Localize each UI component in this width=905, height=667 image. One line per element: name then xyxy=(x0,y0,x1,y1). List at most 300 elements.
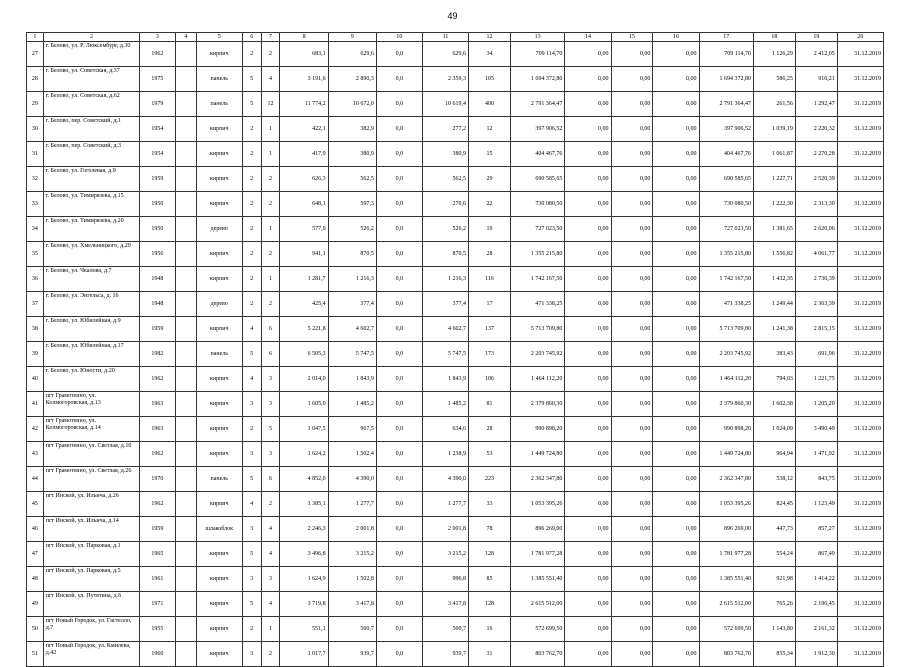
table-cell: 28 xyxy=(27,67,44,92)
table-cell: 857,27 xyxy=(795,517,837,542)
table-cell: 1950 xyxy=(140,217,176,242)
table-cell: 0,00 xyxy=(611,67,653,92)
table-cell: 2 203 745,92 xyxy=(699,342,753,367)
table-cell: 41 xyxy=(27,392,44,417)
table-cell: 2 196,45 xyxy=(795,592,837,617)
table-cell: 31.12.2019 xyxy=(837,242,883,267)
table-cell: 990 898,20 xyxy=(510,417,564,442)
table-cell: 1 381,65 xyxy=(753,217,795,242)
table-cell: 4 061,77 xyxy=(795,242,837,267)
table-cell: 0,0 xyxy=(376,67,422,92)
table-cell: 1 449 724,80 xyxy=(699,442,753,467)
empty-cell xyxy=(175,167,196,192)
table-cell: 1 355 215,80 xyxy=(699,242,753,267)
table-cell: 0,00 xyxy=(611,92,653,117)
table-cell: 2 270,28 xyxy=(795,142,837,167)
table-cell: 39 xyxy=(27,342,44,367)
table-cell: 1 385 551,40 xyxy=(510,567,564,592)
table-cell: 4 390,0 xyxy=(328,467,376,492)
table-cell: 447,73 xyxy=(753,517,795,542)
table-cell: 939,7 xyxy=(328,642,376,667)
table-cell: 3 xyxy=(242,642,261,667)
table-cell: 422,1 xyxy=(280,117,328,142)
table-cell: 31.12.2019 xyxy=(837,517,883,542)
table-cell: 0,0 xyxy=(376,92,422,117)
table-cell: 0,0 xyxy=(376,542,422,567)
table-cell: дерево xyxy=(196,217,242,242)
table-cell: 0,00 xyxy=(565,517,611,542)
table-row xyxy=(27,642,884,667)
table-cell: 1 039,19 xyxy=(753,117,795,142)
table-cell: 0,00 xyxy=(611,217,653,242)
table-cell: 1 221,75 xyxy=(795,367,837,392)
table-row xyxy=(27,242,884,267)
table-row xyxy=(27,192,884,217)
table-cell: 1 123,49 xyxy=(795,492,837,517)
table-row xyxy=(27,217,884,242)
table-cell: 2 xyxy=(242,417,261,442)
table-cell: 1959 xyxy=(140,317,176,342)
table-cell: 867,49 xyxy=(795,542,837,567)
table-cell: 0,0 xyxy=(376,217,422,242)
table-cell: 31.12.2019 xyxy=(837,142,883,167)
table-cell: 4 602,7 xyxy=(422,317,468,342)
column-number-cell: 4 xyxy=(175,33,196,42)
table-cell: 1 222,30 xyxy=(753,192,795,217)
table-cell: 2 xyxy=(242,192,261,217)
table-cell: 1 385 551,40 xyxy=(699,567,753,592)
table-cell: 1959 xyxy=(140,517,176,542)
table-cell: 0,00 xyxy=(565,192,611,217)
table-row xyxy=(27,392,884,417)
empty-cell xyxy=(175,442,196,467)
table-cell: 1 464 112,20 xyxy=(510,367,564,392)
table-cell: 1961 xyxy=(140,567,176,592)
table-cell: 2 246,3 xyxy=(280,517,328,542)
table-cell: 5 747,5 xyxy=(422,342,468,367)
address-cell: г. Белово, ул. Тимирязева, д.20 xyxy=(43,217,139,242)
column-number-cell: 18 xyxy=(753,33,795,42)
table-cell: 2 379 860,30 xyxy=(699,392,753,417)
table-cell: 1 053 395,26 xyxy=(699,492,753,517)
table-cell: 1 449 724,80 xyxy=(510,442,564,467)
table-cell: 3 417,8 xyxy=(328,592,376,617)
table-cell: 31.12.2019 xyxy=(837,467,883,492)
table-cell: 794,03 xyxy=(753,367,795,392)
table-cell: 2 313,30 xyxy=(795,192,837,217)
table-cell: 803 762,70 xyxy=(699,642,753,667)
column-number-cell: 10 xyxy=(376,33,422,42)
table-cell: 2 xyxy=(242,242,261,267)
table-cell: 31.12.2019 xyxy=(837,417,883,442)
table-cell: 0,00 xyxy=(565,142,611,167)
table-cell: 4 xyxy=(261,517,280,542)
table-cell: 0,00 xyxy=(565,592,611,617)
table-cell: 4 xyxy=(242,492,261,517)
address-cell: г. Белово, ул. Юбилейная, д.9 xyxy=(43,317,139,342)
address-cell: г. Белово, ул. Чкалова, д.7 xyxy=(43,267,139,292)
address-cell: пгт Инской, ул. Путятина, д.6 xyxy=(43,592,139,617)
table-cell: 28 xyxy=(469,417,511,442)
table-cell: 0,00 xyxy=(611,467,653,492)
table-cell: 47 xyxy=(27,542,44,567)
address-cell: г. Белово, ул. Тимирязева, д.15 xyxy=(43,192,139,217)
table-cell: 31 xyxy=(469,642,511,667)
table-cell: 730 080,50 xyxy=(699,192,753,217)
table-cell: 896 269,00 xyxy=(510,517,564,542)
table-cell: 471 338,25 xyxy=(699,292,753,317)
table-cell: 0,00 xyxy=(653,642,699,667)
table-cell: 32 xyxy=(27,167,44,192)
address-cell: пгт Инской, ул. Парковая, д.1 xyxy=(43,542,139,567)
table-cell: 27 xyxy=(27,42,44,67)
table-cell: 0,00 xyxy=(611,617,653,642)
table-cell: 1 485,2 xyxy=(328,392,376,417)
table-cell: 1 xyxy=(261,142,280,167)
table-row xyxy=(27,592,884,617)
address-cell: г. Белово, ул. Хмельницкого, д.29 xyxy=(43,242,139,267)
table-cell: 31.12.2019 xyxy=(837,167,883,192)
table-cell: 0,0 xyxy=(376,617,422,642)
table-cell: 1 602,38 xyxy=(753,392,795,417)
table-cell: 48 xyxy=(27,567,44,592)
table-cell: 0,00 xyxy=(611,492,653,517)
table-cell: 0,00 xyxy=(565,267,611,292)
table-cell: 3 215,2 xyxy=(422,542,468,567)
table-cell: 0,0 xyxy=(376,592,422,617)
table-cell: 0,00 xyxy=(653,67,699,92)
empty-cell xyxy=(175,317,196,342)
table-cell: 0,0 xyxy=(376,467,422,492)
table-cell: 803 762,70 xyxy=(510,642,564,667)
table-cell: 3 xyxy=(261,367,280,392)
table-cell: 0,0 xyxy=(376,342,422,367)
column-number-cell: 3 xyxy=(140,33,176,42)
table-cell: 2 xyxy=(242,117,261,142)
table-cell: 3 xyxy=(242,567,261,592)
table-cell: кирпич xyxy=(196,192,242,217)
table-cell: 6 xyxy=(261,317,280,342)
table-cell: 0,0 xyxy=(376,417,422,442)
table-cell: 1 xyxy=(261,117,280,142)
table-cell: 5 713 709,80 xyxy=(699,317,753,342)
table-cell: 1962 xyxy=(140,367,176,392)
table-cell: 0,00 xyxy=(611,542,653,567)
table-cell: 1 464 112,20 xyxy=(699,367,753,392)
table-cell: 223 xyxy=(469,467,511,492)
table-cell: 2 xyxy=(242,167,261,192)
table-cell: 0,00 xyxy=(565,217,611,242)
empty-cell xyxy=(175,567,196,592)
table-cell: 870,5 xyxy=(422,242,468,267)
table-cell: 53 xyxy=(469,442,511,467)
empty-cell xyxy=(175,67,196,92)
table-cell: 964,94 xyxy=(753,442,795,467)
table-cell: 0,00 xyxy=(653,92,699,117)
table-cell: кирпич xyxy=(196,492,242,517)
table-cell: 0,00 xyxy=(653,292,699,317)
table-row xyxy=(27,492,884,517)
table-cell: 33 xyxy=(469,492,511,517)
table-cell: 0,00 xyxy=(565,417,611,442)
empty-cell xyxy=(175,142,196,167)
table-cell: 1965 xyxy=(140,542,176,567)
address-cell: г. Белово, ул. Юбилейная, д.17 xyxy=(43,342,139,367)
empty-cell xyxy=(175,592,196,617)
table-row xyxy=(27,517,884,542)
table-cell: 1 017,7 xyxy=(280,642,328,667)
table-cell: 4 852,0 xyxy=(280,467,328,492)
table-cell: 12 xyxy=(469,117,511,142)
table-cell: 1 624,9 xyxy=(280,567,328,592)
table-cell: 31.12.2019 xyxy=(837,292,883,317)
table-cell: 0,00 xyxy=(653,242,699,267)
table-cell: 0,00 xyxy=(611,242,653,267)
table-cell: 31.12.2019 xyxy=(837,592,883,617)
table-cell: 4 xyxy=(261,592,280,617)
table-cell: кирпич xyxy=(196,267,242,292)
table-cell: 0,00 xyxy=(565,292,611,317)
column-number-cell: 12 xyxy=(469,33,511,42)
table-cell: 691,96 xyxy=(795,342,837,367)
table-cell: 5 xyxy=(242,542,261,567)
table-cell: 1 502,8 xyxy=(328,567,376,592)
table-cell: 0,00 xyxy=(653,542,699,567)
table-cell: 1 471,92 xyxy=(795,442,837,467)
table-row xyxy=(27,467,884,492)
table-cell: 1 843,9 xyxy=(328,367,376,392)
table-cell: 0,00 xyxy=(653,192,699,217)
table-cell: 1956 xyxy=(140,242,176,267)
table-cell: 941,1 xyxy=(280,242,328,267)
table-cell: 1948 xyxy=(140,267,176,292)
table-cell: 400 xyxy=(469,92,511,117)
table-cell: 0,00 xyxy=(565,367,611,392)
table-cell: кирпич xyxy=(196,617,242,642)
table-cell: 5 xyxy=(242,467,261,492)
table-cell: 1 742 167,50 xyxy=(699,267,753,292)
table-cell: 31.12.2019 xyxy=(837,642,883,667)
table-cell: 128 xyxy=(469,542,511,567)
table-cell: кирпич xyxy=(196,642,242,667)
empty-cell xyxy=(175,292,196,317)
table-cell: 31.12.2019 xyxy=(837,217,883,242)
table-cell: 2 xyxy=(261,42,280,67)
table-cell: 2 362 347,80 xyxy=(699,467,753,492)
table-cell: кирпич xyxy=(196,142,242,167)
table-cell: 49 xyxy=(27,592,44,617)
table-cell: 5 221,8 xyxy=(280,317,328,342)
table-cell: 2 001,8 xyxy=(328,517,376,542)
table-cell: 3 xyxy=(242,442,261,467)
table-cell: 1950 xyxy=(140,192,176,217)
table-cell: 31.12.2019 xyxy=(837,42,883,67)
address-cell: пгт Грамотеино, ул. Колмогоровская, д.13 xyxy=(43,392,139,417)
table-cell: 562,5 xyxy=(328,167,376,192)
address-cell: г. Белово, ул. Советская, д.62 xyxy=(43,92,139,117)
table-cell: 3 490,49 xyxy=(795,417,837,442)
column-number-cell: 8 xyxy=(280,33,328,42)
table-cell: 22 xyxy=(469,192,511,217)
table-cell: 3 xyxy=(261,567,280,592)
table-cell: 0,00 xyxy=(611,267,653,292)
table-cell: 1 292,47 xyxy=(795,92,837,117)
table-cell: 0,0 xyxy=(376,192,422,217)
table-cell: 2 363,39 xyxy=(795,292,837,317)
table-cell: 500,7 xyxy=(328,617,376,642)
table-cell: кирпич xyxy=(196,242,242,267)
table-cell: 0,00 xyxy=(565,117,611,142)
table-cell: 1979 xyxy=(140,92,176,117)
table-cell: 3 xyxy=(261,442,280,467)
table-cell: 1971 xyxy=(140,592,176,617)
table-cell: 0,00 xyxy=(565,242,611,267)
table-cell: 0,00 xyxy=(653,342,699,367)
column-number-cell: 20 xyxy=(837,33,883,42)
table-cell: 727 023,50 xyxy=(699,217,753,242)
table-cell: 2 161,32 xyxy=(795,617,837,642)
table-cell: 1963 xyxy=(140,417,176,442)
table-cell: 404 467,76 xyxy=(699,142,753,167)
table-cell: 78 xyxy=(469,517,511,542)
table-cell: 31.12.2019 xyxy=(837,492,883,517)
table-cell: 12 xyxy=(261,92,280,117)
table-cell: 562,5 xyxy=(422,167,468,192)
table-cell: 31.12.2019 xyxy=(837,267,883,292)
address-cell: пгт Инской, ул. Парковая, д.5 xyxy=(43,567,139,592)
address-cell: г. Белово, ул. Р. Люксембург, д.30 xyxy=(43,42,139,67)
table-cell: панель xyxy=(196,342,242,367)
table-cell: 0,0 xyxy=(376,317,422,342)
table-cell: 44 xyxy=(27,467,44,492)
table-cell: 31.12.2019 xyxy=(837,567,883,592)
table-cell: 1 624,2 xyxy=(280,442,328,467)
table-cell: 5 xyxy=(242,592,261,617)
table-cell: 1 061,87 xyxy=(753,142,795,167)
table-cell: 2 615 512,00 xyxy=(510,592,564,617)
table-cell: 2 xyxy=(242,42,261,67)
table-cell: 0,00 xyxy=(611,567,653,592)
empty-cell xyxy=(175,467,196,492)
table-cell: 1 432,35 xyxy=(753,267,795,292)
table-cell: 2 520,39 xyxy=(795,167,837,192)
table-cell: 0,0 xyxy=(376,42,422,67)
table-cell: 2 379 860,30 xyxy=(510,392,564,417)
address-cell: г. Белово, ул. Советская, д.37 xyxy=(43,67,139,92)
empty-cell xyxy=(175,367,196,392)
table-cell: 1 605,0 xyxy=(280,392,328,417)
table-cell: 10 672,0 xyxy=(328,92,376,117)
table-cell: 0,0 xyxy=(376,517,422,542)
table-cell: 1 843,9 xyxy=(422,367,468,392)
table-cell: 709 114,70 xyxy=(699,42,753,67)
table-cell: кирпич xyxy=(196,367,242,392)
table-cell: 0,0 xyxy=(376,292,422,317)
table-cell: 2 xyxy=(242,217,261,242)
table-cell: 1955 xyxy=(140,617,176,642)
table-cell: 526,2 xyxy=(328,217,376,242)
table-cell: 0,00 xyxy=(565,317,611,342)
table-cell: 35 xyxy=(27,242,44,267)
table-cell: 526,2 xyxy=(422,217,468,242)
table-cell: 0,00 xyxy=(565,67,611,92)
table-cell: 45 xyxy=(27,492,44,517)
table-cell: 0,00 xyxy=(611,167,653,192)
table-cell: 40 xyxy=(27,367,44,392)
table-cell: 128 xyxy=(469,592,511,617)
table-cell: 0,00 xyxy=(653,592,699,617)
table-row xyxy=(27,142,884,167)
table-cell: 0,0 xyxy=(376,392,422,417)
table-cell: 0,00 xyxy=(653,42,699,67)
table-cell: 36 xyxy=(27,267,44,292)
table-cell: 0,00 xyxy=(653,167,699,192)
table-cell: 1954 xyxy=(140,142,176,167)
table-cell: 0,00 xyxy=(653,442,699,467)
table-cell: 0,00 xyxy=(653,392,699,417)
table-cell: 5 xyxy=(242,342,261,367)
table-cell: кирпич xyxy=(196,442,242,467)
table-cell: 0,0 xyxy=(376,642,422,667)
table-row xyxy=(27,117,884,142)
table-row xyxy=(27,367,884,392)
empty-cell xyxy=(175,492,196,517)
table-cell: 577,0 xyxy=(280,217,328,242)
table-cell: 0,00 xyxy=(565,167,611,192)
table-cell: 1 xyxy=(261,217,280,242)
table-cell: 0,00 xyxy=(611,517,653,542)
table-cell: 31.12.2019 xyxy=(837,317,883,342)
empty-cell xyxy=(175,117,196,142)
table-cell: 1963 xyxy=(140,392,176,417)
table-cell: 116 xyxy=(469,267,511,292)
address-cell: пгт Инской, ул. Ильича, д.26 xyxy=(43,492,139,517)
table-cell: 0,00 xyxy=(653,567,699,592)
table-cell: 996,8 xyxy=(422,567,468,592)
table-cell: 31.12.2019 xyxy=(837,92,883,117)
column-number-cell: 1 xyxy=(27,33,44,42)
table-cell: 4 390,0 xyxy=(422,467,468,492)
column-number-cell: 16 xyxy=(653,33,699,42)
column-number-cell: 17 xyxy=(699,33,753,42)
column-number-cell: 5 xyxy=(196,33,242,42)
table-cell: панель xyxy=(196,67,242,92)
table-cell: 1 694 372,80 xyxy=(510,67,564,92)
table-cell: 648,1 xyxy=(280,192,328,217)
table-cell: 30 xyxy=(27,117,44,142)
table-cell: 173 xyxy=(469,342,511,367)
empty-cell xyxy=(175,642,196,667)
table-cell: 31 xyxy=(27,142,44,167)
table-cell: 3 191,6 xyxy=(280,67,328,92)
table-cell: 939,7 xyxy=(422,642,468,667)
table-cell: 1 227,71 xyxy=(753,167,795,192)
table-cell: 709 114,70 xyxy=(510,42,564,67)
table-cell: 870,5 xyxy=(328,242,376,267)
table-cell: 0,00 xyxy=(653,142,699,167)
table-cell: 377,4 xyxy=(328,292,376,317)
table-cell: 0,00 xyxy=(611,592,653,617)
table-cell: 37 xyxy=(27,292,44,317)
table-cell: 0,00 xyxy=(653,217,699,242)
table-cell: 31.12.2019 xyxy=(837,442,883,467)
table-cell: 31.12.2019 xyxy=(837,67,883,92)
table-row xyxy=(27,92,884,117)
table-cell: 0,00 xyxy=(653,492,699,517)
table-cell: 1 485,2 xyxy=(422,392,468,417)
table-cell: 270,6 xyxy=(422,192,468,217)
table-cell: 2 412,05 xyxy=(795,42,837,67)
